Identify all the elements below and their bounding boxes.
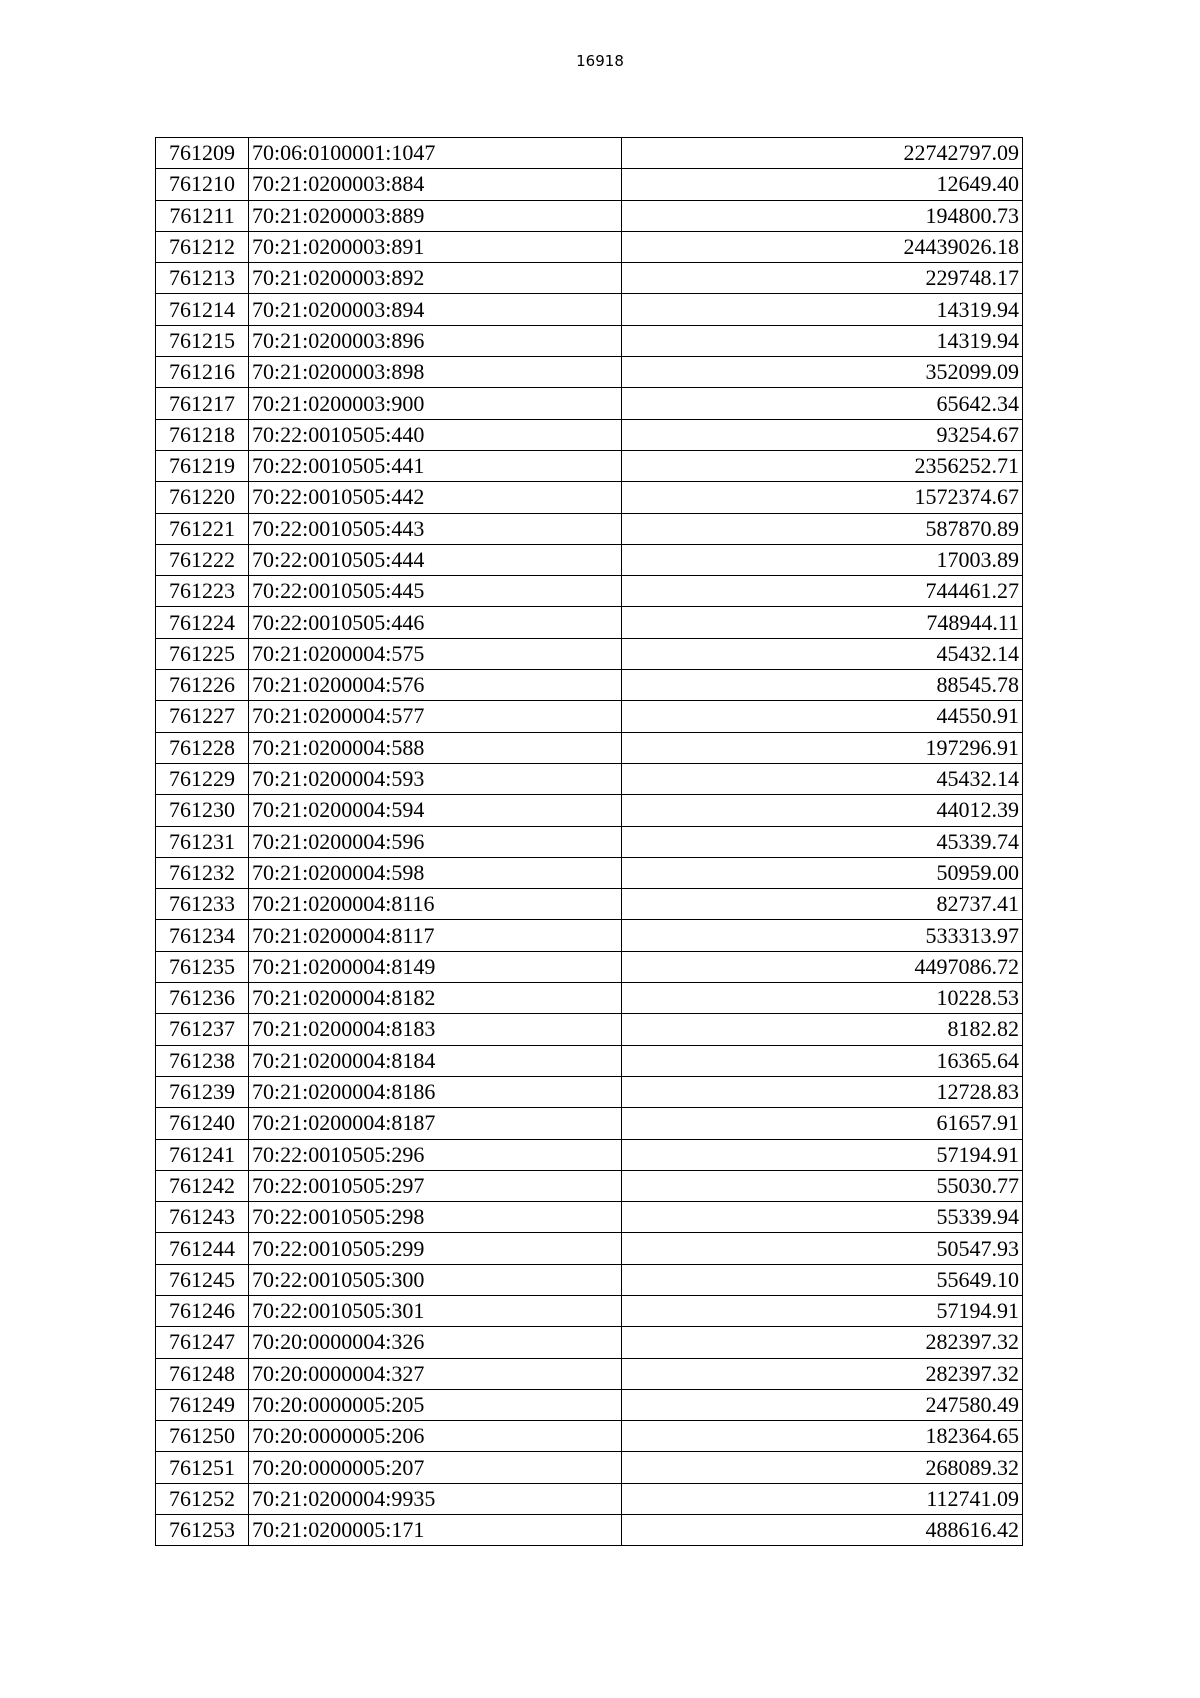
- row-id-cell: 761218: [156, 419, 249, 450]
- row-id-cell: 761252: [156, 1483, 249, 1514]
- value-cell: 587870.89: [622, 513, 1023, 544]
- value-cell: 282397.32: [622, 1358, 1023, 1389]
- row-id-cell: 761225: [156, 638, 249, 669]
- value-cell: 4497086.72: [622, 951, 1023, 982]
- cadastral-number-cell: 70:21:0200004:596: [249, 826, 622, 857]
- cadastral-number-cell: 70:21:0200003:900: [249, 388, 622, 419]
- table-row: [156, 231, 1023, 262]
- cadastral-number-cell: 70:22:0010505:443: [249, 513, 622, 544]
- table-row: [156, 450, 1023, 481]
- cadastral-number-cell: 70:21:0200004:594: [249, 795, 622, 826]
- value-cell: 10228.53: [622, 983, 1023, 1014]
- value-cell: 50959.00: [622, 857, 1023, 888]
- cadastral-number-cell: 70:21:0200004:8184: [249, 1045, 622, 1076]
- value-cell: 282397.32: [622, 1327, 1023, 1358]
- cadastral-number-cell: 70:21:0200004:9935: [249, 1483, 622, 1514]
- table-row: [156, 1014, 1023, 1045]
- cadastral-number-cell: 70:21:0200003:884: [249, 169, 622, 200]
- cadastral-number-cell: 70:22:0010505:442: [249, 482, 622, 513]
- table-row: [156, 1452, 1023, 1483]
- table-row: [156, 1389, 1023, 1420]
- cadastral-number-cell: 70:20:0000004:327: [249, 1358, 622, 1389]
- row-id-cell: 761238: [156, 1045, 249, 1076]
- cadastral-number-cell: 70:21:0200004:588: [249, 732, 622, 763]
- value-cell: 16365.64: [622, 1045, 1023, 1076]
- value-cell: 82737.41: [622, 889, 1023, 920]
- cadastral-number-cell: 70:21:0200004:577: [249, 701, 622, 732]
- table-row: [156, 701, 1023, 732]
- cadastral-number-cell: 70:20:0000005:206: [249, 1421, 622, 1452]
- value-cell: 45432.14: [622, 763, 1023, 794]
- value-cell: 55339.94: [622, 1202, 1023, 1233]
- table-row: [156, 1170, 1023, 1201]
- row-id-cell: 761222: [156, 544, 249, 575]
- cadastral-number-cell: 70:06:0100001:1047: [249, 138, 622, 169]
- row-id-cell: 761236: [156, 983, 249, 1014]
- row-id-cell: 761240: [156, 1108, 249, 1139]
- row-id-cell: 761217: [156, 388, 249, 419]
- row-id-cell: 761247: [156, 1327, 249, 1358]
- table-row: [156, 1483, 1023, 1514]
- value-cell: 93254.67: [622, 419, 1023, 450]
- table-row: [156, 826, 1023, 857]
- table-row: [156, 419, 1023, 450]
- cadastral-number-cell: 70:21:0200005:171: [249, 1515, 622, 1546]
- table-row: [156, 857, 1023, 888]
- row-id-cell: 761230: [156, 795, 249, 826]
- table-row: [156, 1202, 1023, 1233]
- value-cell: 748944.11: [622, 607, 1023, 638]
- table-row: [156, 1233, 1023, 1264]
- row-id-cell: 761223: [156, 576, 249, 607]
- row-id-cell: 761224: [156, 607, 249, 638]
- cadastral-number-cell: 70:21:0200004:8116: [249, 889, 622, 920]
- row-id-cell: 761216: [156, 357, 249, 388]
- row-id-cell: 761239: [156, 1076, 249, 1107]
- row-id-cell: 761253: [156, 1515, 249, 1546]
- value-cell: 197296.91: [622, 732, 1023, 763]
- cadastral-number-cell: 70:22:0010505:440: [249, 419, 622, 450]
- cadastral-value-table: [155, 137, 1023, 1546]
- table-row: [156, 1515, 1023, 1546]
- row-id-cell: 761228: [156, 732, 249, 763]
- table-row: [156, 1295, 1023, 1326]
- value-cell: 24439026.18: [622, 231, 1023, 262]
- value-cell: 12728.83: [622, 1076, 1023, 1107]
- row-id-cell: 761248: [156, 1358, 249, 1389]
- cadastral-number-cell: 70:21:0200003:894: [249, 294, 622, 325]
- table-row: [156, 795, 1023, 826]
- row-id-cell: 761220: [156, 482, 249, 513]
- row-id-cell: 761245: [156, 1264, 249, 1295]
- table-row: [156, 951, 1023, 982]
- row-id-cell: 761234: [156, 920, 249, 951]
- value-cell: 194800.73: [622, 200, 1023, 231]
- row-id-cell: 761209: [156, 138, 249, 169]
- row-id-cell: 761229: [156, 763, 249, 794]
- cadastral-number-cell: 70:22:0010505:444: [249, 544, 622, 575]
- cadastral-number-cell: 70:21:0200004:8183: [249, 1014, 622, 1045]
- table-row: [156, 513, 1023, 544]
- row-id-cell: 761249: [156, 1389, 249, 1420]
- value-cell: 112741.09: [622, 1483, 1023, 1514]
- table-row: [156, 138, 1023, 169]
- cadastral-number-cell: 70:21:0200004:8186: [249, 1076, 622, 1107]
- cadastral-number-cell: 70:20:0000004:326: [249, 1327, 622, 1358]
- cadastral-number-cell: 70:21:0200004:576: [249, 670, 622, 701]
- table-row: [156, 638, 1023, 669]
- table-row: [156, 732, 1023, 763]
- value-cell: 57194.91: [622, 1295, 1023, 1326]
- table-body: [156, 138, 1023, 1546]
- value-cell: 229748.17: [622, 263, 1023, 294]
- cadastral-number-cell: 70:21:0200004:8149: [249, 951, 622, 982]
- cadastral-number-cell: 70:22:0010505:445: [249, 576, 622, 607]
- page-number: 16918: [576, 52, 624, 70]
- value-cell: 744461.27: [622, 576, 1023, 607]
- cadastral-number-cell: 70:21:0200003:896: [249, 325, 622, 356]
- table-row: [156, 1108, 1023, 1139]
- cadastral-number-cell: 70:22:0010505:297: [249, 1170, 622, 1201]
- table-row: [156, 1358, 1023, 1389]
- value-cell: 44012.39: [622, 795, 1023, 826]
- row-id-cell: 761215: [156, 325, 249, 356]
- value-cell: 61657.91: [622, 1108, 1023, 1139]
- row-id-cell: 761210: [156, 169, 249, 200]
- value-cell: 17003.89: [622, 544, 1023, 575]
- cadastral-number-cell: 70:21:0200003:891: [249, 231, 622, 262]
- table-row: [156, 1327, 1023, 1358]
- table-row: [156, 388, 1023, 419]
- row-id-cell: 761242: [156, 1170, 249, 1201]
- table-row: [156, 294, 1023, 325]
- row-id-cell: 761219: [156, 450, 249, 481]
- value-cell: 182364.65: [622, 1421, 1023, 1452]
- row-id-cell: 761235: [156, 951, 249, 982]
- row-id-cell: 761211: [156, 200, 249, 231]
- row-id-cell: 761212: [156, 231, 249, 262]
- row-id-cell: 761241: [156, 1139, 249, 1170]
- value-cell: 45339.74: [622, 826, 1023, 857]
- value-cell: 2356252.71: [622, 450, 1023, 481]
- value-cell: 14319.94: [622, 294, 1023, 325]
- row-id-cell: 761244: [156, 1233, 249, 1264]
- cadastral-number-cell: 70:21:0200003:889: [249, 200, 622, 231]
- value-cell: 533313.97: [622, 920, 1023, 951]
- cadastral-number-cell: 70:21:0200004:8117: [249, 920, 622, 951]
- cadastral-number-cell: 70:21:0200004:8182: [249, 983, 622, 1014]
- cadastral-number-cell: 70:21:0200003:898: [249, 357, 622, 388]
- value-cell: 268089.32: [622, 1452, 1023, 1483]
- row-id-cell: 761251: [156, 1452, 249, 1483]
- table-row: [156, 200, 1023, 231]
- row-id-cell: 761213: [156, 263, 249, 294]
- row-id-cell: 761214: [156, 294, 249, 325]
- row-id-cell: 761221: [156, 513, 249, 544]
- table-row: [156, 357, 1023, 388]
- row-id-cell: 761250: [156, 1421, 249, 1452]
- value-cell: 50547.93: [622, 1233, 1023, 1264]
- cadastral-number-cell: 70:22:0010505:441: [249, 450, 622, 481]
- table-row: [156, 1076, 1023, 1107]
- row-id-cell: 761232: [156, 857, 249, 888]
- table-row: [156, 983, 1023, 1014]
- row-id-cell: 761231: [156, 826, 249, 857]
- cadastral-number-cell: 70:21:0200004:593: [249, 763, 622, 794]
- cadastral-number-cell: 70:21:0200004:575: [249, 638, 622, 669]
- table-row: [156, 544, 1023, 575]
- cadastral-number-cell: 70:21:0200003:892: [249, 263, 622, 294]
- cadastral-number-cell: 70:21:0200004:8187: [249, 1108, 622, 1139]
- value-cell: 55649.10: [622, 1264, 1023, 1295]
- row-id-cell: 761226: [156, 670, 249, 701]
- value-cell: 45432.14: [622, 638, 1023, 669]
- row-id-cell: 761243: [156, 1202, 249, 1233]
- row-id-cell: 761233: [156, 889, 249, 920]
- cadastral-number-cell: 70:22:0010505:301: [249, 1295, 622, 1326]
- table-row: [156, 325, 1023, 356]
- table-row: [156, 1264, 1023, 1295]
- cadastral-number-cell: 70:20:0000005:207: [249, 1452, 622, 1483]
- value-cell: 488616.42: [622, 1515, 1023, 1546]
- value-cell: 14319.94: [622, 325, 1023, 356]
- cadastral-number-cell: 70:22:0010505:300: [249, 1264, 622, 1295]
- table-row: [156, 607, 1023, 638]
- table-row: [156, 763, 1023, 794]
- cadastral-number-cell: 70:22:0010505:296: [249, 1139, 622, 1170]
- value-cell: 22742797.09: [622, 138, 1023, 169]
- table-row: [156, 169, 1023, 200]
- value-cell: 57194.91: [622, 1139, 1023, 1170]
- value-cell: 88545.78: [622, 670, 1023, 701]
- table-row: [156, 889, 1023, 920]
- value-cell: 8182.82: [622, 1014, 1023, 1045]
- value-cell: 352099.09: [622, 357, 1023, 388]
- value-cell: 65642.34: [622, 388, 1023, 419]
- table-row: [156, 920, 1023, 951]
- cadastral-number-cell: 70:22:0010505:298: [249, 1202, 622, 1233]
- row-id-cell: 761237: [156, 1014, 249, 1045]
- table-row: [156, 1421, 1023, 1452]
- value-cell: 44550.91: [622, 701, 1023, 732]
- table-row: [156, 263, 1023, 294]
- table-row: [156, 1139, 1023, 1170]
- cadastral-number-cell: 70:20:0000005:205: [249, 1389, 622, 1420]
- table-row: [156, 1045, 1023, 1076]
- table-row: [156, 576, 1023, 607]
- cadastral-number-cell: 70:21:0200004:598: [249, 857, 622, 888]
- cadastral-number-cell: 70:22:0010505:446: [249, 607, 622, 638]
- table-row: [156, 482, 1023, 513]
- value-cell: 12649.40: [622, 169, 1023, 200]
- cadastral-number-cell: 70:22:0010505:299: [249, 1233, 622, 1264]
- value-cell: 1572374.67: [622, 482, 1023, 513]
- row-id-cell: 761246: [156, 1295, 249, 1326]
- row-id-cell: 761227: [156, 701, 249, 732]
- value-cell: 55030.77: [622, 1170, 1023, 1201]
- value-cell: 247580.49: [622, 1389, 1023, 1420]
- table-row: [156, 670, 1023, 701]
